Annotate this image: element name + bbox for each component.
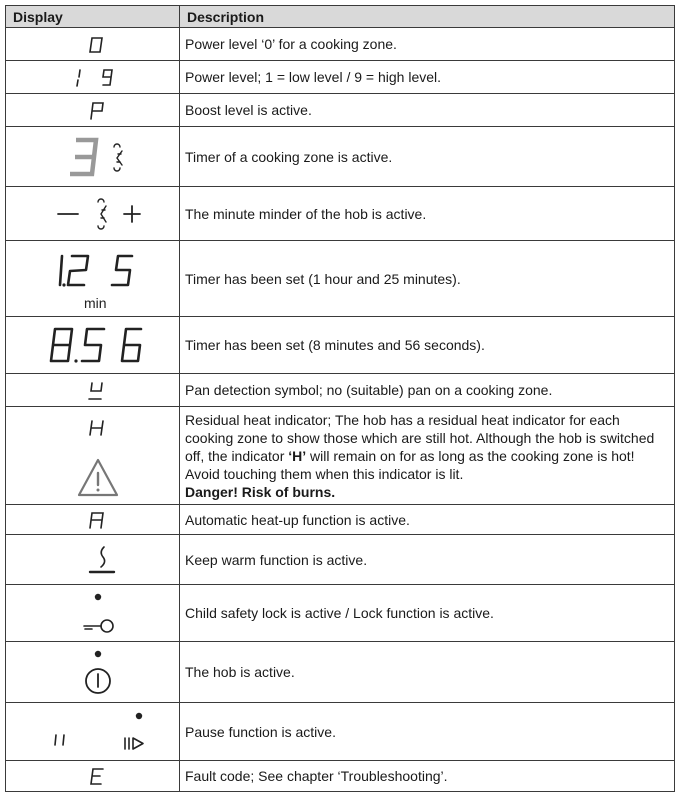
residual-heat-text-cont: will remain on for as long as the cooking zone is hot! Avoid touching them when this indicator is lit. (185, 447, 635, 482)
table-row (6, 94, 675, 127)
header-description: Description (180, 6, 675, 28)
pan-detection-icon (6, 374, 180, 407)
indicator-dot-icon (95, 594, 101, 600)
table-row (6, 127, 675, 187)
indicator-h-bold: ‘H’ (288, 447, 307, 464)
indicator-dot-icon (95, 651, 101, 657)
description-cell: Timer has been set (8 minutes and 56 seconds). (180, 317, 675, 374)
plus-icon (124, 206, 140, 222)
table-row (6, 187, 675, 241)
timer-icon (98, 199, 106, 229)
indicator-dot-icon (136, 713, 142, 719)
display-cell (6, 761, 180, 792)
display-cell (6, 505, 180, 535)
display-cell (6, 535, 180, 585)
timer-1-25-icon (6, 241, 180, 317)
display-cell (6, 94, 180, 127)
ii-digits-icon (55, 735, 64, 745)
minute-minder-icon (6, 187, 180, 241)
table-row (6, 585, 675, 642)
display-cell (6, 585, 180, 642)
play-icon (133, 738, 143, 749)
digit-0-icon (6, 28, 180, 61)
description-cell (180, 407, 675, 505)
table-header-row (6, 6, 675, 28)
description-cell: Pan detection symbol; no (suitable) pan on a cooking zone. (180, 374, 675, 407)
boost-p-icon (6, 94, 180, 127)
keep-warm-icon (6, 535, 180, 585)
min-unit-label: min (84, 295, 107, 311)
table-row (6, 703, 675, 761)
timer-8-56-icon (6, 317, 180, 374)
display-cell (6, 317, 180, 374)
description-cell: Boost level is active. (180, 94, 675, 127)
table-row (6, 761, 675, 792)
description-cell: Fault code; See chapter ‘Troubleshooting’. (180, 761, 675, 792)
display-cell (6, 187, 180, 241)
danger-warning: Danger! Risk of burns. (185, 483, 336, 500)
display-cell (6, 28, 180, 61)
table-row (6, 374, 675, 407)
description-cell: Power level ‘0’ for a cooking zone. (180, 28, 675, 61)
display-cell (6, 374, 180, 407)
description-cell: Timer has been set (1 hour and 25 minutes). (180, 241, 675, 317)
display-cell (6, 703, 180, 761)
description-cell: The minute minder of the hob is active. (180, 187, 675, 241)
pause-function-icon (6, 703, 180, 761)
display-cell (6, 642, 180, 703)
description-cell: Automatic heat-up function is active. (180, 505, 675, 535)
display-symbols-table (5, 5, 675, 792)
warning-triangle-icon (79, 460, 117, 495)
display-cell (6, 127, 180, 187)
table-row (6, 505, 675, 535)
table-row (6, 317, 675, 374)
table-row (6, 642, 675, 703)
description-cell: Timer of a cooking zone is active. (180, 127, 675, 187)
description-cell: The hob is active. (180, 642, 675, 703)
residual-heat-icon (6, 407, 180, 505)
description-cell: Power level; 1 = low level / 9 = high level. (180, 61, 675, 94)
table-row (6, 407, 675, 505)
description-cell: Child safety lock is active / Lock function is active. (180, 585, 675, 642)
zone-timer-icon (6, 127, 180, 187)
display-cell (6, 241, 180, 317)
table-row (6, 241, 675, 317)
key-lock-icon (6, 585, 180, 642)
display-cell (6, 61, 180, 94)
description-cell: Keep warm function is active. (180, 535, 675, 585)
header-display: Display (6, 6, 180, 28)
digit-1-9-icon (6, 61, 180, 94)
display-cell (6, 407, 180, 505)
fault-code-e-icon (6, 761, 180, 792)
pause-icon (125, 738, 129, 749)
table-row (6, 61, 675, 94)
description-cell: Pause function is active. (180, 703, 675, 761)
auto-heatup-a-icon (6, 505, 180, 535)
table-row (6, 28, 675, 61)
table-row (6, 535, 675, 585)
h-letter-icon (90, 421, 103, 435)
power-icon (6, 642, 180, 703)
residual-heat-text: Residual heat indicator; The hob has a residual heat indicator for each cooking zone to show those which are still hot. Although the hob is switched off, the indicator (185, 411, 655, 464)
